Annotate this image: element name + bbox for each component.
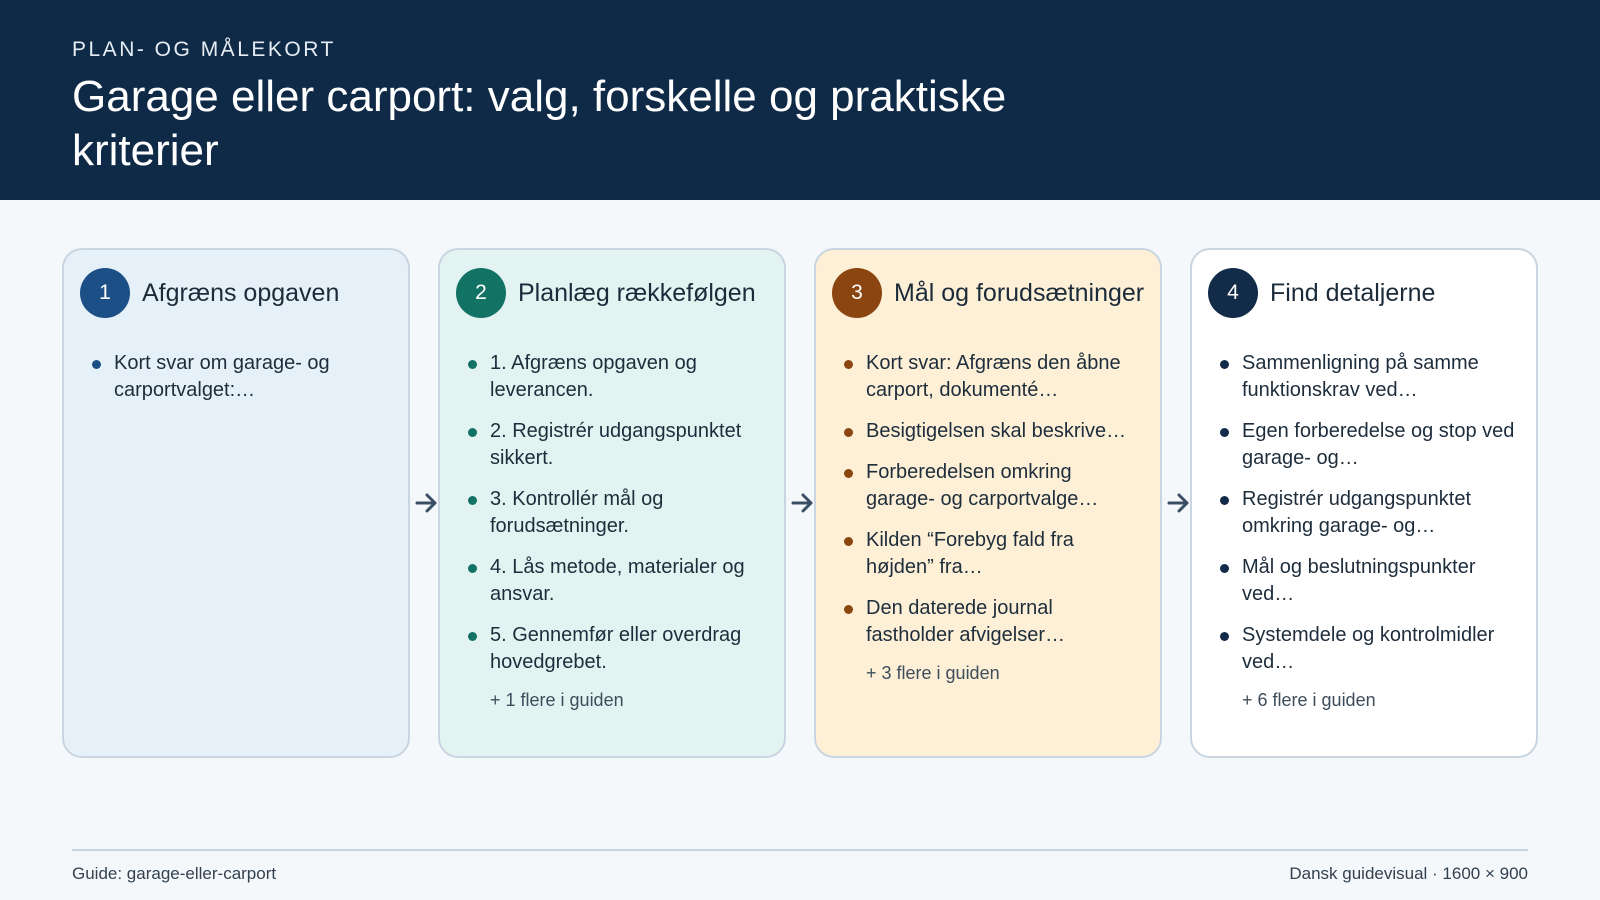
- card-header: [80, 268, 410, 318]
- list-item-text: Den daterede journal fastholder afvigelser…: [866, 597, 1065, 646]
- card-header: [832, 268, 1162, 318]
- eyebrow-label: PLAN- OG MÅLEKORT: [72, 38, 336, 61]
- more-in-guide-link[interactable]: + 6 flere i guiden: [1242, 690, 1376, 710]
- list-item-text: 4. Lås metode, materialer og ansvar.: [490, 556, 745, 605]
- list-item-text: 5. Gennemfør eller overdrag hovedgrebet.: [490, 624, 742, 673]
- footer-guide-slug: Guide: garage-eller-carport: [72, 864, 277, 883]
- list-item-text: Kort svar om garage- og carportvalget:…: [114, 352, 330, 401]
- list-item: [466, 486, 766, 540]
- footer-divider: [72, 849, 1528, 851]
- card-title: Afgræns opgaven: [142, 278, 340, 307]
- list-item: [842, 527, 1142, 581]
- header-band: [0, 0, 1600, 200]
- list-item: [1218, 418, 1518, 472]
- bullet-icon: [468, 564, 477, 573]
- bullet-icon: [844, 605, 853, 614]
- list-item: [1218, 554, 1518, 608]
- step-number-badge: 1: [80, 268, 130, 318]
- page-title: Garage eller carport: valg, forskelle og praktiske kriterier: [72, 72, 1007, 175]
- list-item-text: Besigtigelsen skal beskrive…: [866, 420, 1127, 442]
- list-item-text: Systemdele og kontrolmidler ved…: [1242, 624, 1495, 673]
- list-item-text: 2. Registrér udgangspunktet sikkert.: [490, 420, 742, 469]
- list-item-text: Kilden “Forebyg fald fra højden” fra…: [866, 529, 1074, 578]
- list-item: [842, 595, 1142, 649]
- bullet-icon: [468, 428, 477, 437]
- list-item: [466, 418, 766, 472]
- step-number-badge: 3: [832, 268, 882, 318]
- card-title: Planlæg rækkefølgen: [518, 278, 756, 307]
- arrow-right-icon: [790, 490, 816, 516]
- list-item: [1218, 486, 1518, 540]
- list-item-text: 1. Afgræns opgaven og leverancen.: [490, 352, 697, 401]
- list-item: [90, 350, 390, 404]
- bullet-icon: [1220, 496, 1229, 505]
- bullet-icon: [468, 632, 477, 641]
- list-item: [1218, 622, 1518, 676]
- list-item-text: Kort svar: Afgræns den åbne carport, dokumenté…: [866, 352, 1121, 401]
- card-title: Find detaljerne: [1270, 278, 1436, 307]
- list-item-text: Registrér udgangspunktet omkring garage- og…: [1242, 488, 1472, 537]
- list-item-text: Forberedelsen omkring garage- og carportvalge…: [866, 461, 1099, 510]
- list-item-text: Mål og beslutningspunkter ved…: [1242, 556, 1476, 605]
- list-item-text: 3. Kontrollér mål og forudsætninger.: [490, 488, 664, 537]
- step-number-badge: 2: [456, 268, 506, 318]
- card-item-list: [1218, 350, 1518, 711]
- card-item-list: [842, 350, 1142, 684]
- bullet-icon: [844, 360, 853, 369]
- bullet-icon: [468, 360, 477, 369]
- bullet-icon: [844, 537, 853, 546]
- bullet-icon: [1220, 564, 1229, 573]
- card-header: [1208, 268, 1538, 318]
- list-item: [1218, 350, 1518, 404]
- list-item-text: Sammenligning på samme funktionskrav ved…: [1242, 352, 1479, 401]
- bullet-icon: [844, 428, 853, 437]
- list-item: [842, 350, 1142, 404]
- card-afgraens-opgaven: [62, 248, 410, 758]
- bullet-icon: [844, 469, 853, 478]
- card-maal-og-forudsaetninger: [814, 248, 1162, 758]
- bullet-icon: [92, 360, 101, 369]
- more-in-guide-link[interactable]: + 1 flere i guiden: [490, 690, 624, 710]
- bullet-icon: [1220, 360, 1229, 369]
- list-item: [466, 554, 766, 608]
- card-title: Mål og forudsætninger: [894, 278, 1145, 307]
- bullet-icon: [468, 496, 477, 505]
- list-item: [466, 350, 766, 404]
- list-item: [842, 459, 1142, 513]
- card-item-list: [90, 350, 390, 418]
- card-find-detaljerne: [1190, 248, 1538, 758]
- arrow-right-icon: [414, 490, 440, 516]
- card-planlaeg-raekkefoelgen: [438, 248, 786, 758]
- list-item: [842, 418, 1142, 445]
- arrow-right-icon: [1166, 490, 1192, 516]
- step-number-badge: 4: [1208, 268, 1258, 318]
- card-header: [456, 268, 786, 318]
- list-item-text: Egen forberedelse og stop ved garage- og…: [1242, 420, 1515, 469]
- bullet-icon: [1220, 428, 1229, 437]
- more-in-guide-link[interactable]: + 3 flere i guiden: [866, 663, 1000, 683]
- list-item: [466, 622, 766, 676]
- footer-credit: Dansk guidevisual · 1600 × 900: [1289, 864, 1528, 883]
- card-item-list: [466, 350, 766, 711]
- bullet-icon: [1220, 632, 1229, 641]
